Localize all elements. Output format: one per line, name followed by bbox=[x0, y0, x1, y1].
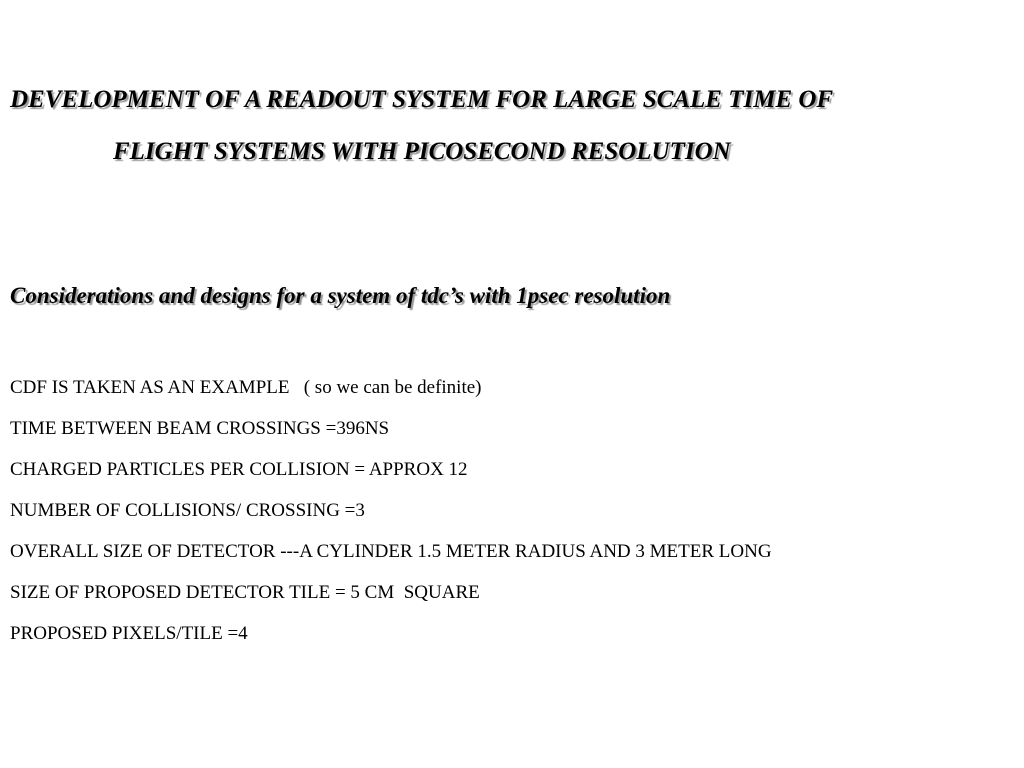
slide-subtitle: Considerations and designs for a system of tdc’s with 1psec resolution bbox=[10, 283, 671, 308]
slide-title bbox=[10, 74, 1010, 178]
fact-item: CHARGED PARTICLES PER COLLISION = APPROX 12 bbox=[10, 459, 468, 480]
fact-item: NUMBER OF COLLISIONS/ CROSSING =3 bbox=[10, 500, 365, 521]
slide-title-line-1: DEVELOPMENT OF A READOUT SYSTEM FOR LARGE SCALE TIME OF bbox=[10, 86, 834, 113]
fact-item: OVERALL SIZE OF DETECTOR ---A CYLINDER 1.5 METER RADIUS AND 3 METER LONG bbox=[10, 541, 772, 562]
slide-title-line-2: FLIGHT SYSTEMS WITH PICOSECOND RESOLUTION bbox=[113, 138, 731, 165]
fact-item: CDF IS TAKEN AS AN EXAMPLE ( so we can be definite) bbox=[10, 377, 482, 398]
fact-item: SIZE OF PROPOSED DETECTOR TILE = 5 CM SQUARE bbox=[10, 582, 480, 603]
fact-list bbox=[10, 378, 772, 665]
fact-item: TIME BETWEEN BEAM CROSSINGS =396NS bbox=[10, 418, 390, 439]
fact-item: PROPOSED PIXELS/TILE =4 bbox=[10, 623, 248, 644]
